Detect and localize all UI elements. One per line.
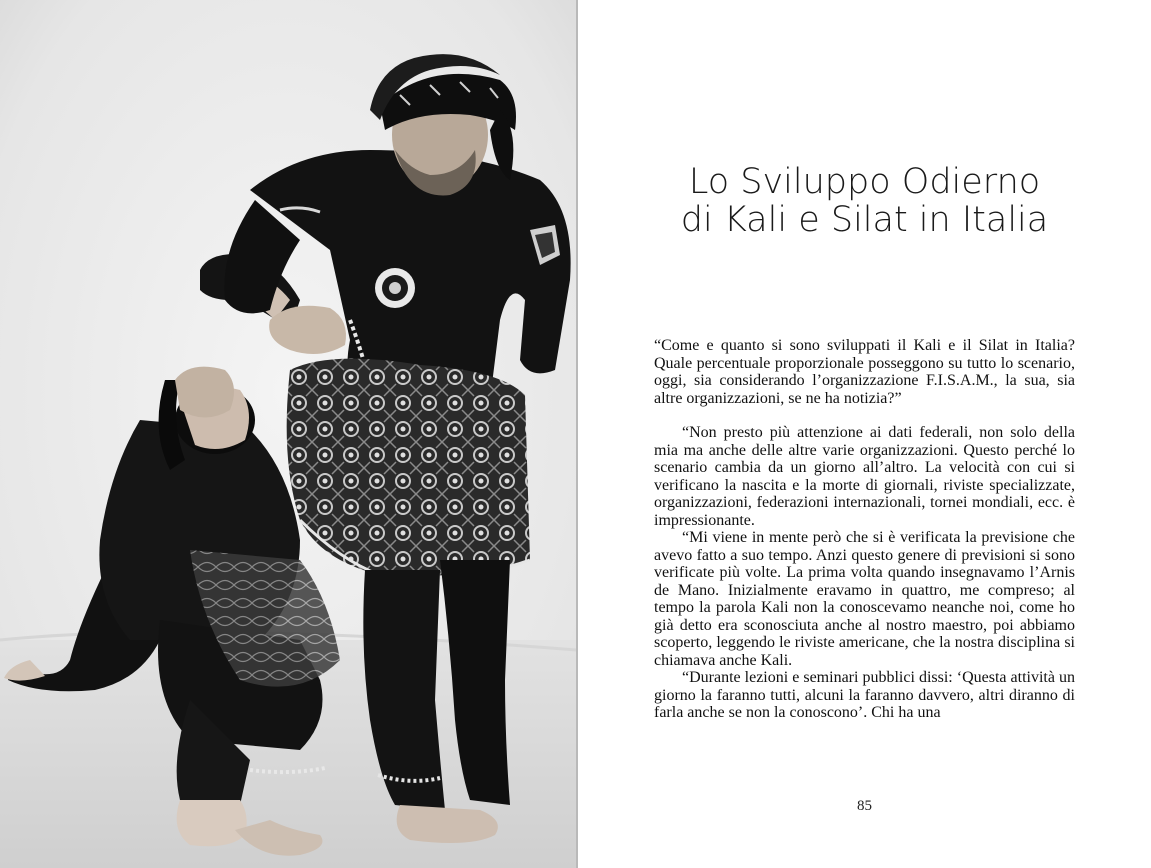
chapter-title-line-2: di Kali e Silat in Italia xyxy=(680,200,1049,241)
answer-paragraph: “Mi viene in mente però che si è verificata la previsione che avevo fatto a suo tempo. Anzi questo genere di previsioni si sono verificate più volte. La prima volta quando insegnavamo l’Arnis de Mano. Inizialmente eravamo in quattro, me compreso; al tempo la parola Kali non la conoscevamo neanche noi, come ho già detto era sconosciuta anche al nostro maestro, poi abbiamo scoperto, leggendo le riviste americane, che la nostra disciplina si chiamava anche Kali. xyxy=(654,529,1075,669)
page-number: 85 xyxy=(857,798,872,814)
body-text xyxy=(654,337,1075,722)
answer-paragraph: “Non presto più attenzione ai dati federali, non solo della mia ma anche delle altre varie organizzazioni. Questo perché lo scenario cambia da un giorno all’altro. La velocità con cui si verificano la nascita e la morte di giornali, riviste specializzate, organizzazioni, federazioni internazionali, tornei mondiali, ecc. è impressionante. xyxy=(654,424,1075,529)
chapter-title xyxy=(618,163,1111,239)
interview-question: “Come e quanto si sono sviluppati il Kali e il Silat in Italia? Quale percentuale proporzionale posseggono su tutto lo scenario, oggi, sia considerando l’organizzazione F.I.S.A.M., la sua, sia altre organizzazioni, se ne ha notizia?” xyxy=(654,337,1075,407)
answer-paragraph: “Durante lezioni e seminari pubblici dissi: ‘Questa attività un giorno la faranno tutti, alcuni la faranno davvero, altri diranno di farla anche se non la conoscono’. Chi ha una xyxy=(654,669,1075,721)
text-page xyxy=(578,0,1151,868)
chapter-title-line-1: Lo Sviluppo Odierno xyxy=(688,162,1041,203)
